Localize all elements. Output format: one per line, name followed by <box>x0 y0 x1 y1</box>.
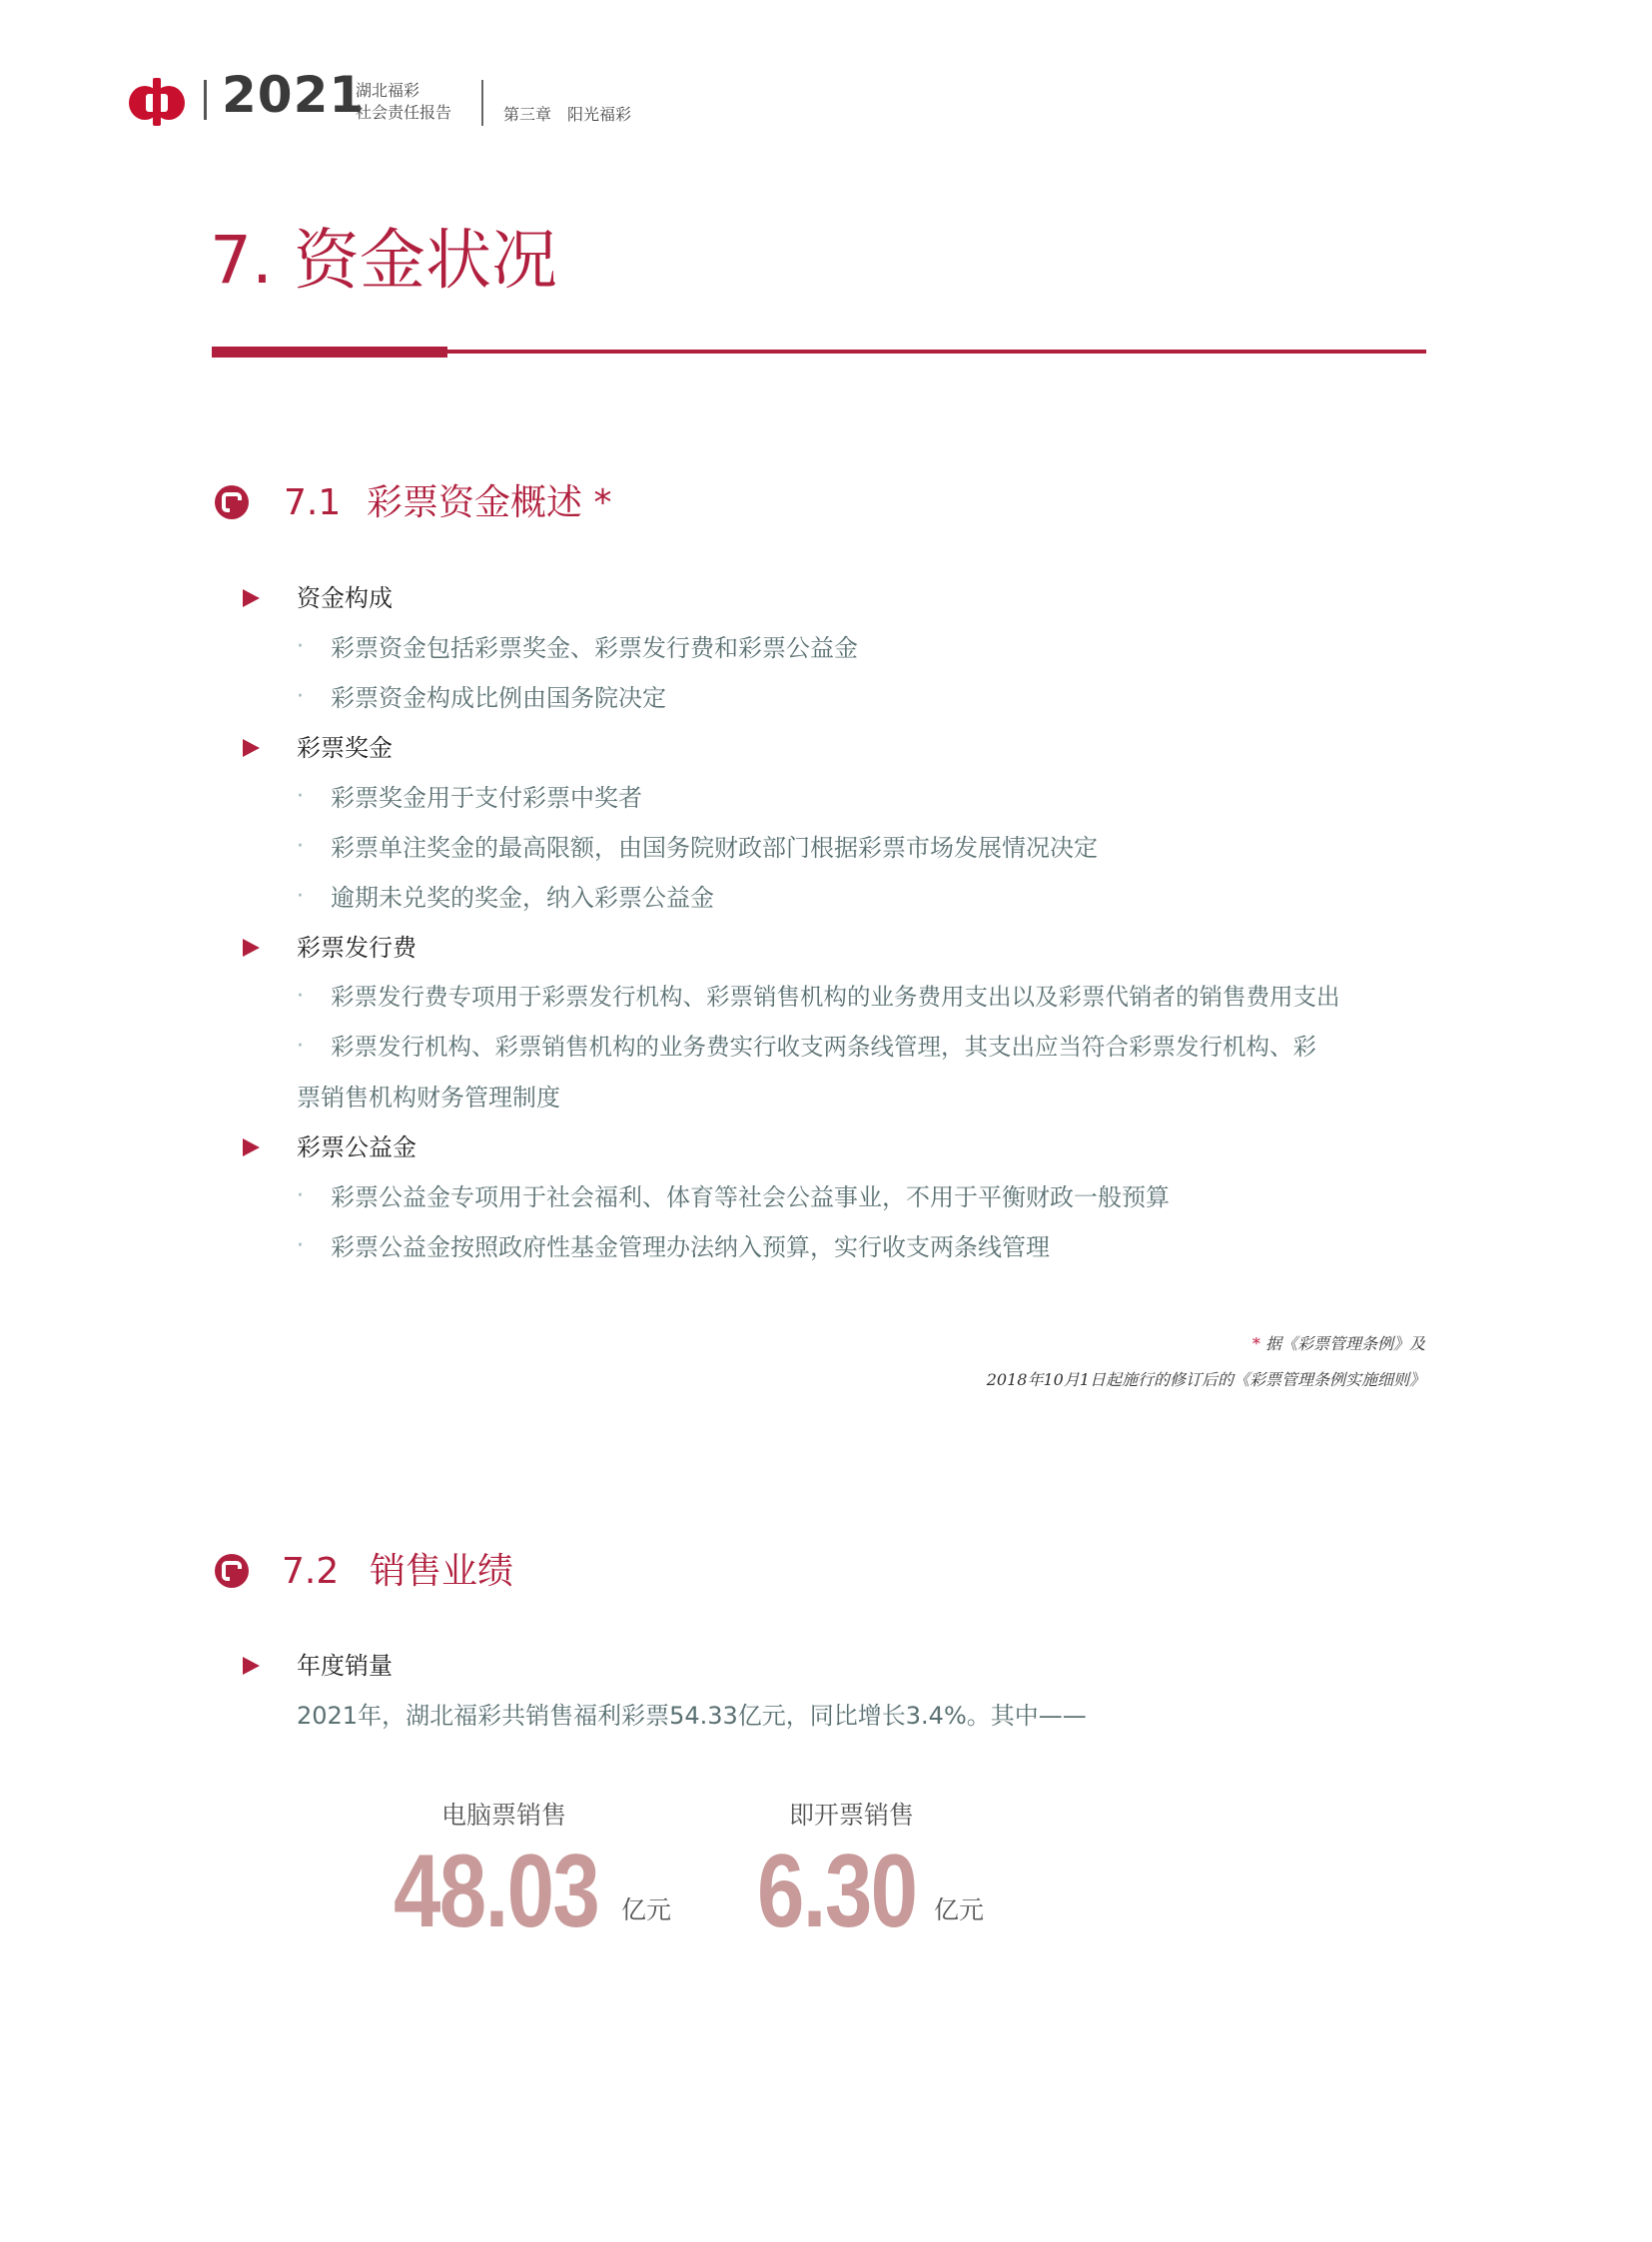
list-item: 彩票发行机构、彩票销售机构的业务费实行收支两条线管理，其支出应当符合彩票发行机构、彩 <box>331 1033 1316 1061</box>
list-item: 彩票发行费专项用于彩票发行机构、彩票销售机构的业务费用支出以及彩票代销者的销售费用支出 <box>331 983 1340 1011</box>
section-title: 彩票资金概述 * <box>367 482 612 523</box>
stat-value-computer-lottery: 48.03 <box>394 1834 599 1949</box>
stat-unit: 亿元 <box>934 1895 985 1924</box>
subsection-heading: 彩票公益金 <box>297 1133 416 1161</box>
stat-label-instant-lottery: 即开票销售 <box>789 1801 915 1830</box>
bullet-dot-icon: · <box>297 634 304 659</box>
list-item: 彩票奖金用于支付彩票中奖者 <box>331 784 642 812</box>
list-item: 逾期未兑奖的奖金，纳入彩票公益金 <box>331 884 714 912</box>
bullet-triangle-icon <box>243 589 260 607</box>
list-item: 彩票资金构成比例由国务院决定 <box>331 684 666 712</box>
bullet-triangle-icon <box>243 739 260 757</box>
bullet-dot-icon: · <box>297 1034 304 1059</box>
footnote-line1 <box>1252 1336 1425 1352</box>
list-item-continuation: 票销售机构财务管理制度 <box>297 1084 560 1112</box>
footnote-line2: 2018年10月1日起施行的修订后的《彩票管理条例实施细则》 <box>986 1370 1425 1389</box>
bullet-triangle-icon <box>243 1138 260 1156</box>
list-item: 彩票单注奖金的最高限额，由国务院财政部门根据彩票市场发展情况决定 <box>331 834 1098 862</box>
bullet-triangle-icon <box>243 939 260 957</box>
bullet-dot-icon: · <box>297 984 304 1009</box>
subsection-heading: 年度销量 <box>297 1652 393 1680</box>
bullet-dot-icon: · <box>297 1183 304 1208</box>
list-item: 彩票资金包括彩票奖金、彩票发行费和彩票公益金 <box>331 634 858 662</box>
subsection-heading: 彩票奖金 <box>297 734 393 762</box>
subsection-heading: 彩票发行费 <box>297 934 416 962</box>
chapter-title: 7. 资金状况 <box>210 222 557 299</box>
bullet-dot-icon: · <box>297 884 304 909</box>
header-divider <box>204 80 207 120</box>
stat-label-computer-lottery: 电脑票销售 <box>441 1801 567 1830</box>
subsection-heading: 资金构成 <box>297 584 393 612</box>
footnote-star: * <box>1251 1334 1260 1353</box>
section-number: 7.2 <box>282 1551 340 1592</box>
bullet-triangle-icon <box>243 1657 260 1675</box>
section-icon <box>214 484 250 520</box>
sales-summary: 2021年，湖北福彩共销售福利彩票54.33亿元，同比增长3.4%。其中—— <box>297 1702 1087 1730</box>
header-divider <box>481 80 483 126</box>
stat-unit: 亿元 <box>621 1895 672 1924</box>
bullet-dot-icon: · <box>297 834 304 859</box>
report-name-line2: 社会责任报告 <box>356 103 452 122</box>
section-title: 销售业绩 <box>370 1551 514 1592</box>
list-item: 彩票公益金专项用于社会福利、体育等社会公益事业，不用于平衡财政一般预算 <box>331 1183 1170 1211</box>
footnote-text: 据《彩票管理条例》及 <box>1264 1334 1425 1353</box>
section-number: 7.1 <box>284 482 342 523</box>
section-icon <box>214 1553 250 1589</box>
chapter-underline-accent <box>212 347 447 358</box>
bullet-dot-icon: · <box>297 784 304 809</box>
bullet-dot-icon: · <box>297 684 304 709</box>
stat-value-instant-lottery: 6.30 <box>757 1834 917 1949</box>
report-name-line1: 湖北福彩 <box>356 81 420 100</box>
china-welfare-lottery-logo <box>128 76 186 128</box>
bullet-dot-icon: · <box>297 1233 304 1258</box>
list-item: 彩票公益金按照政府性基金管理办法纳入预算，实行收支两条线管理 <box>331 1233 1050 1261</box>
report-year: 2021 <box>222 66 366 124</box>
chapter-indicator: 第三章 阳光福彩 <box>503 105 632 124</box>
